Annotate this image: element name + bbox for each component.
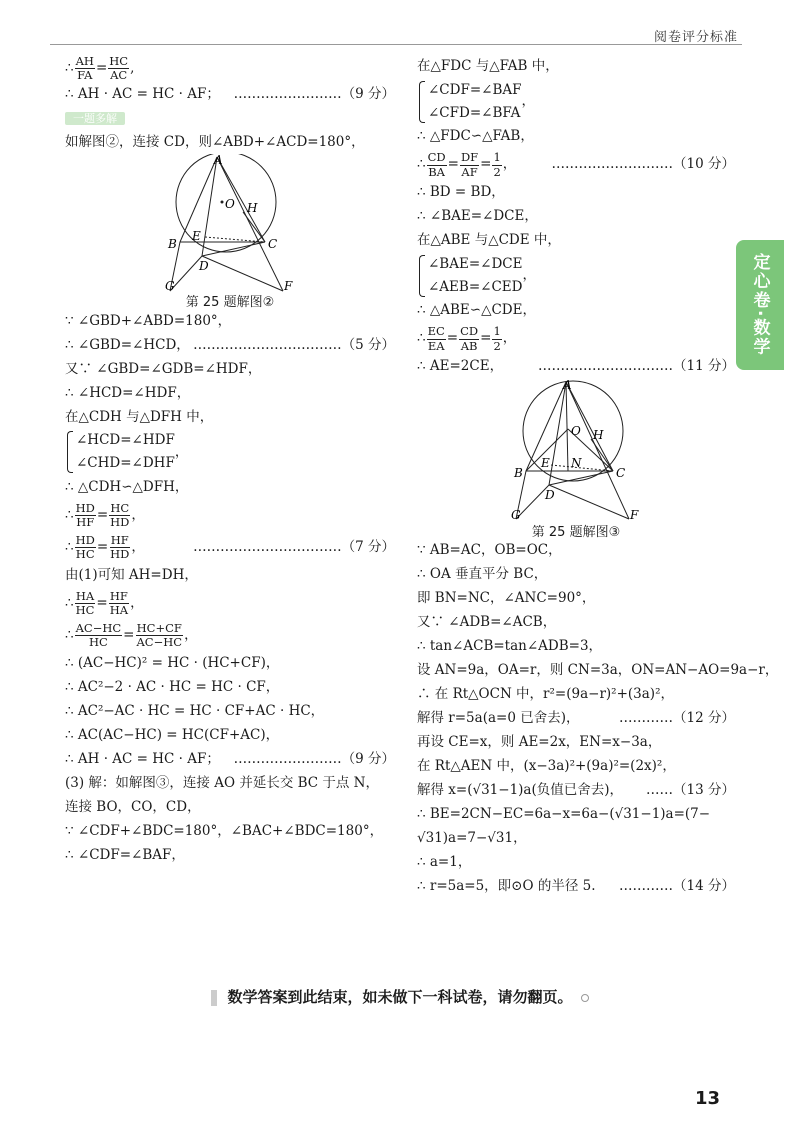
figure-2-caption: 第 25 题解图② [185, 295, 275, 311]
label-H: H [247, 201, 258, 216]
fraction: $\frac{HA}{HC}$ [75, 588, 95, 617]
line: ∴ AC²−2 · AC · HC = HC · CF， [65, 678, 280, 695]
score: ……………………（9 分） [233, 750, 395, 767]
label-A: A [563, 379, 572, 392]
side-tab-label: 定心卷·数学 [749, 253, 770, 357]
footer-notice: 数学答案到此结束，如未做下一科试卷，请勿翻页。 [0, 986, 800, 1007]
line: ∴ ∠CDF=∠BAF， [65, 846, 185, 863]
line: ∴ ∠GBD=∠HCD， ……………………………（5 分） [65, 336, 395, 353]
equation-system: ∠HCD=∠HDF ∠CHD=∠DHF ， [65, 429, 395, 475]
label-C: C [616, 466, 626, 480]
label-G: G [511, 508, 521, 522]
score: …………（14 分） [619, 878, 735, 895]
fraction: $\frac{HC}{HD}$ [110, 500, 130, 529]
line: ∵ ∠CDF+∠BDC=180°，∠BAC+∠BDC=180°， [65, 822, 384, 839]
line: ∴ BD = BD， [417, 184, 505, 201]
line: ∴ OA 垂直平分 BC， [417, 566, 548, 583]
fraction: $\frac{HD}{HF}$ [75, 500, 95, 529]
fraction: $\frac{CD}{BA}$ [427, 150, 446, 179]
figure-3-diagram [511, 379, 641, 524]
line: ∴ $\frac{HD}{HC}$ = $\frac{HF}{HD}$ ， ……………………………（7 分） [65, 532, 395, 561]
line: ∴ r=5a=5，即⊙O 的半径 5. …………（14 分） [417, 878, 735, 895]
brace [67, 431, 73, 473]
score: ………………………（10 分） [551, 156, 735, 173]
line: ∴ △ABE∽△CDE， [417, 302, 536, 319]
line: ∴ $\frac{AC-HC}{HC}$ = $\frac{HC+CF}{AC-HC}$ ， [65, 620, 198, 649]
line: ∴ (AC−HC)² = HC · (HC+CF)， [65, 654, 280, 671]
label-O: O [571, 424, 581, 438]
line: √31)a=7−√31， [417, 830, 527, 847]
line: ∴ AH · AC = HC · AF； ……………………（9 分） [65, 85, 395, 102]
alt-solution-tag: 一题多解 [65, 112, 125, 125]
line: ∴ AE=2CE， …………………………（11 分） [417, 358, 735, 375]
line: ∴ AC²−AC · HC = HC · CF+AC · HC， [65, 702, 325, 719]
line: ∴ $\frac{EC}{EA}$ = $\frac{CD}{AB}$ = $\frac{1}{2}$ ， [417, 324, 517, 353]
brace [419, 255, 425, 297]
figure-3 [417, 379, 735, 539]
line: ∴ $\frac{HA}{HC}$ = $\frac{HF}{HA}$ ， [65, 588, 144, 617]
line: ∴ △CDH∽△DFH， [65, 478, 189, 495]
line: 连接 BO，CO，CD， [65, 798, 201, 815]
line: 即 BN=NC，∠ANC=90°， [417, 590, 596, 607]
fraction: $\frac{HF}{HA}$ [109, 588, 129, 617]
header-title: 阅卷评分标准 [653, 30, 738, 45]
label-N: N [571, 456, 582, 470]
line: ∴ $\frac{HD}{HF}$ = $\frac{HC}{HD}$ ， [65, 500, 145, 529]
label-A: A [214, 154, 223, 168]
line: 如解图②，连接 CD，则∠ABD+∠ACD=180°， [65, 133, 365, 150]
fraction: $\frac{AC-HC}{HC}$ [75, 620, 122, 649]
line: 解得 r=5a(a=0 已舍去)， …………（12 分） [417, 710, 735, 727]
line: 设 AN=9a，OA=r，则 CN=3a，ON=AN−AO=9a−r， [417, 662, 779, 679]
label-B: B [168, 237, 177, 252]
line: ∴ AH · AC = HC · AF； ……………………（9 分） [65, 750, 395, 767]
fraction: $\frac{HC}{AC}$ [109, 54, 129, 83]
line: 又∵ ∠ADB=∠ACB， [417, 614, 557, 631]
line: (3) 解：如解图③，连接 AO 并延长交 BC 于点 N， [65, 774, 379, 791]
header-rule [50, 44, 742, 45]
line: 在△ABE 与△CDE 中， [417, 232, 561, 249]
score: …………（12 分） [619, 710, 735, 727]
fraction: $\frac{1}{2}$ [493, 150, 501, 179]
fraction: $\frac{EC}{EA}$ [427, 324, 445, 353]
footer-dot-icon [581, 994, 589, 1002]
label-F: F [630, 508, 639, 522]
line: ∴ $\frac{CD}{BA}$ = $\frac{DF}{AF}$ = $\frac{1}{2}$ ， ………………………（10 分） [417, 150, 735, 179]
label-B: B [514, 466, 523, 480]
line: 再设 CE=x，则 AE=2x，EN=x−3a， [417, 734, 662, 751]
line: ∴ ∠HCD=∠HDF， [65, 384, 191, 401]
line: ∵ AB=AC，OB=OC， [417, 542, 562, 559]
line: ∴ ∠BAE=∠DCE， [417, 208, 538, 225]
score: …………………………（11 分） [538, 358, 735, 375]
page-header [0, 0, 800, 58]
line: 解得 x=(√31−1)a(负值已舍去)， ……（13 分） [417, 782, 735, 799]
line: 在△CDH 与△DFH 中， [65, 408, 214, 425]
equation-system: ∠CDF=∠BAF ∠CFD=∠BFA ， [417, 79, 735, 125]
fraction: $\frac{HC+CF}{AC-HC}$ [136, 620, 183, 649]
side-tab [736, 240, 784, 370]
score: ……………………………（7 分） [193, 538, 395, 555]
line: ∵ ∠GBD+∠ABD=180°， [65, 312, 232, 329]
line: ∴ △FDC∽△FAB， [417, 128, 534, 145]
fraction: $\frac{CD}{AB}$ [460, 324, 479, 353]
brace [419, 81, 425, 123]
fraction: $\frac{AH}{FA}$ [75, 54, 94, 83]
line: ∴ BE=2CN−EC=6a−x=6a−(√31−1)a=(7− [417, 806, 711, 823]
fraction: $\frac{DF}{AF}$ [460, 150, 479, 179]
fraction: $\frac{HD}{HC}$ [75, 532, 95, 561]
line: ∴ $\frac{AH}{FA}$ = $\frac{HC}{AC}$ , [65, 54, 135, 83]
label-E: E [192, 229, 201, 244]
page-number: 13 [694, 1088, 720, 1109]
label-D: D [199, 259, 209, 274]
label-C: C [268, 237, 278, 252]
label-E: E [541, 456, 550, 470]
line: 在 Rt△AEN 中，(x−3a)²+(9a)²=(2x)²， [417, 758, 676, 775]
line [65, 106, 395, 130]
line: ∴ AC(AC−HC) = HC(CF+AC)， [65, 726, 280, 743]
label-F: F [284, 279, 293, 294]
line: 又∵ ∠GBD=∠GDB=∠HDF， [65, 360, 262, 377]
footer-mark [211, 990, 217, 1006]
figure-2 [65, 154, 395, 309]
figure-3-caption: 第 25 题解图③ [531, 525, 621, 540]
label-G: G [165, 279, 175, 294]
line: 由(1)可知 AH=DH， [65, 566, 198, 583]
score: ……（13 分） [646, 782, 735, 799]
figure-2-diagram [165, 154, 295, 294]
line: 在△FDC 与△FAB 中， [417, 58, 559, 75]
label-O: O [225, 197, 235, 212]
line: ∴ tan∠ACB=tan∠ADB=3， [417, 638, 603, 655]
label-H: H [593, 428, 604, 442]
line: ∴ a=1， [417, 854, 472, 871]
score: ……………………（9 分） [233, 85, 395, 102]
equation-system: ∠BAE=∠DCE ∠AEB=∠CED ， [417, 253, 735, 299]
left-column [65, 55, 395, 867]
label-D: D [545, 488, 555, 502]
score: ……………………………（5 分） [193, 336, 395, 353]
fraction: $\frac{1}{2}$ [493, 324, 501, 353]
line: ∴ 在 Rt△OCN 中，r²=(9a−r)²+(3a)²， [417, 686, 674, 703]
fraction: $\frac{HF}{HD}$ [110, 532, 130, 561]
